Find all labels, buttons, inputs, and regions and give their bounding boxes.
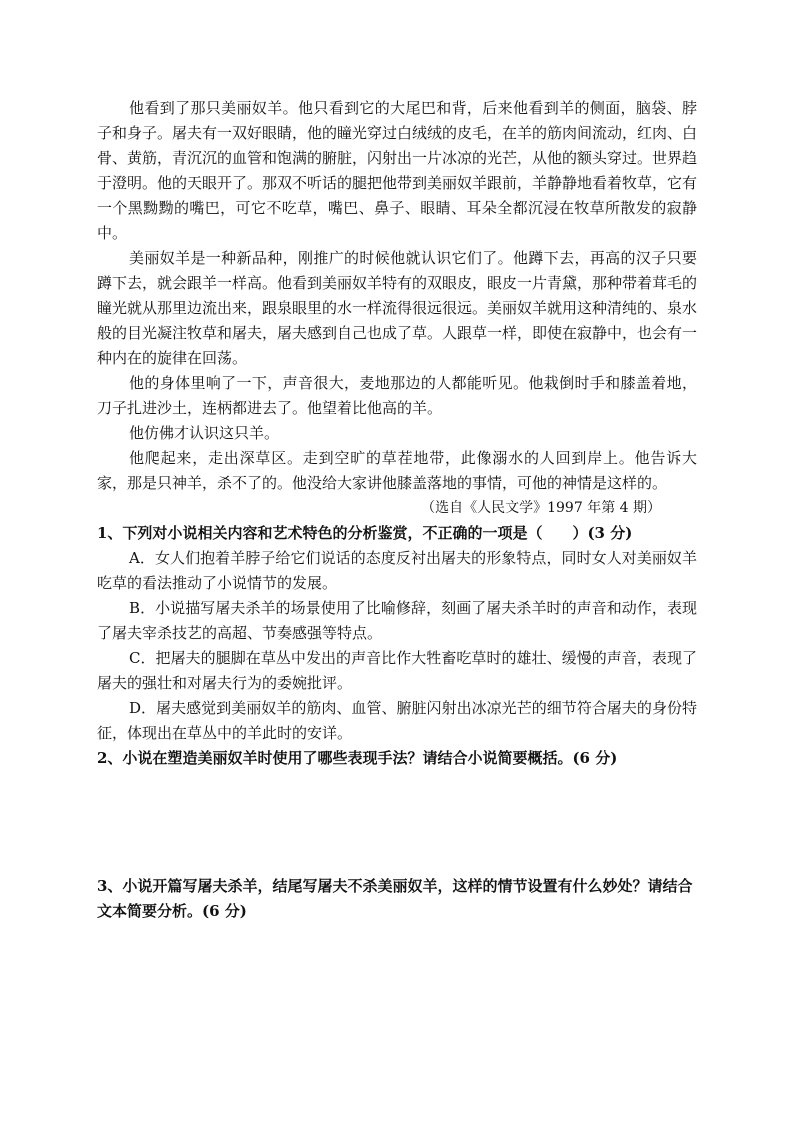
- question-2-stem: 2、小说在塑造美丽奴羊时使用了哪些表现手法？请结合小说简要概括。(6 分): [97, 749, 618, 767]
- question-2-answer-space: [97, 771, 697, 874]
- question-1-option-c: C．把屠夫的腿脚在草丛中发出的声音比作大牲畜吃草时的雄壮、缓慢的声音，表现了屠夫的强壮和对屠夫行为的委婉批评。: [97, 649, 697, 692]
- passage-paragraph-1: 他看到了那只美丽奴羊。他只看到它的大尾巴和背，后来他看到羊的侧面，脑袋、脖子和身子。屠夫有一双好眼睛，他的瞳光穿过白绒绒的皮毛，在羊的筋肉间流动，红肉、白骨、黄筋，青沉沉的血管和饱满的腑脏，闪射出一片冰凉的光芒，从他的额头穿过。世界趋于澄明。他的天眼开了。那双不听话的腿把他带到美丽奴羊跟前，羊静静地看着牧草，它有一个黑黝黝的嘴巴，可它不吃草，嘴巴、鼻子、眼睛、耳朵全都沉浸在牧草所散发的寂静中。: [97, 99, 698, 242]
- passage-paragraph-4: 他仿佛才认识这只羊。: [129, 424, 280, 442]
- question-1-stem: 1、下列对小说相关内容和艺术特色的分析鉴赏，不正确的一项是（ ）(3 分): [97, 524, 633, 542]
- passage-paragraph-2: 美丽奴羊是一种新品种，刚推广的时候他就认识它们了。他蹲下去，再高的汉子只要蹲下去，就会跟羊一样高。他看到美丽奴羊特有的双眼皮，眼皮一片青黛，那种带着茸毛的瞳光就从那里边流出来，跟泉眼里的水一样流得很远很远。美丽奴羊就用这种清纯的、泉水般的目光凝注牧草和屠夫，屠夫感到自己也成了草。人跟草一样，即使在寂静中，也会有一种内在的旋律在回荡。: [97, 249, 698, 367]
- question-3-stem: 3、小说开篇写屠夫杀羊，结尾写屠夫不杀美丽奴羊，这样的情节设置有什么妙处？请结合文本简要分析。(6 分): [97, 877, 693, 920]
- content-column: [97, 96, 697, 924]
- passage-paragraph-3: 他的身体里响了一下，声音很大，麦地那边的人都能听见。他栽倒时手和膝盖着地，刀子扎进沙土，连柄都进去了。他望着比他高的羊。: [97, 374, 697, 417]
- question-1-option-a: A．女人们抱着羊脖子给它们说话的态度反衬出屠夫的形象特点，同时女人对美丽奴羊吃草的看法推动了小说情节的发展。: [97, 549, 697, 592]
- passage-paragraph-5: 他爬起来，走出深草区。走到空旷的草茬地带，此像溺水的人回到岸上。他告诉大家，那是只神羊，杀不了的。他没给大家讲他膝盖落地的事情，可他的神情是这样的。: [97, 449, 697, 492]
- question-1-option-d: D．屠夫感觉到美丽奴羊的筋肉、血管、腑脏闪射出冰凉光芒的细节符合屠夫的身份特征，体现出在草丛中的羊此时的安详。: [97, 699, 697, 742]
- passage-source: （选自《人民文学》1997 年第 4 期）: [421, 500, 661, 516]
- question-1-option-b: B．小说描写屠夫杀羊的场景使用了比喻修辞，刻画了屠夫杀羊时的声音和动作，表现了屠夫宰杀技艺的高超、节奏感强等特点。: [97, 599, 697, 642]
